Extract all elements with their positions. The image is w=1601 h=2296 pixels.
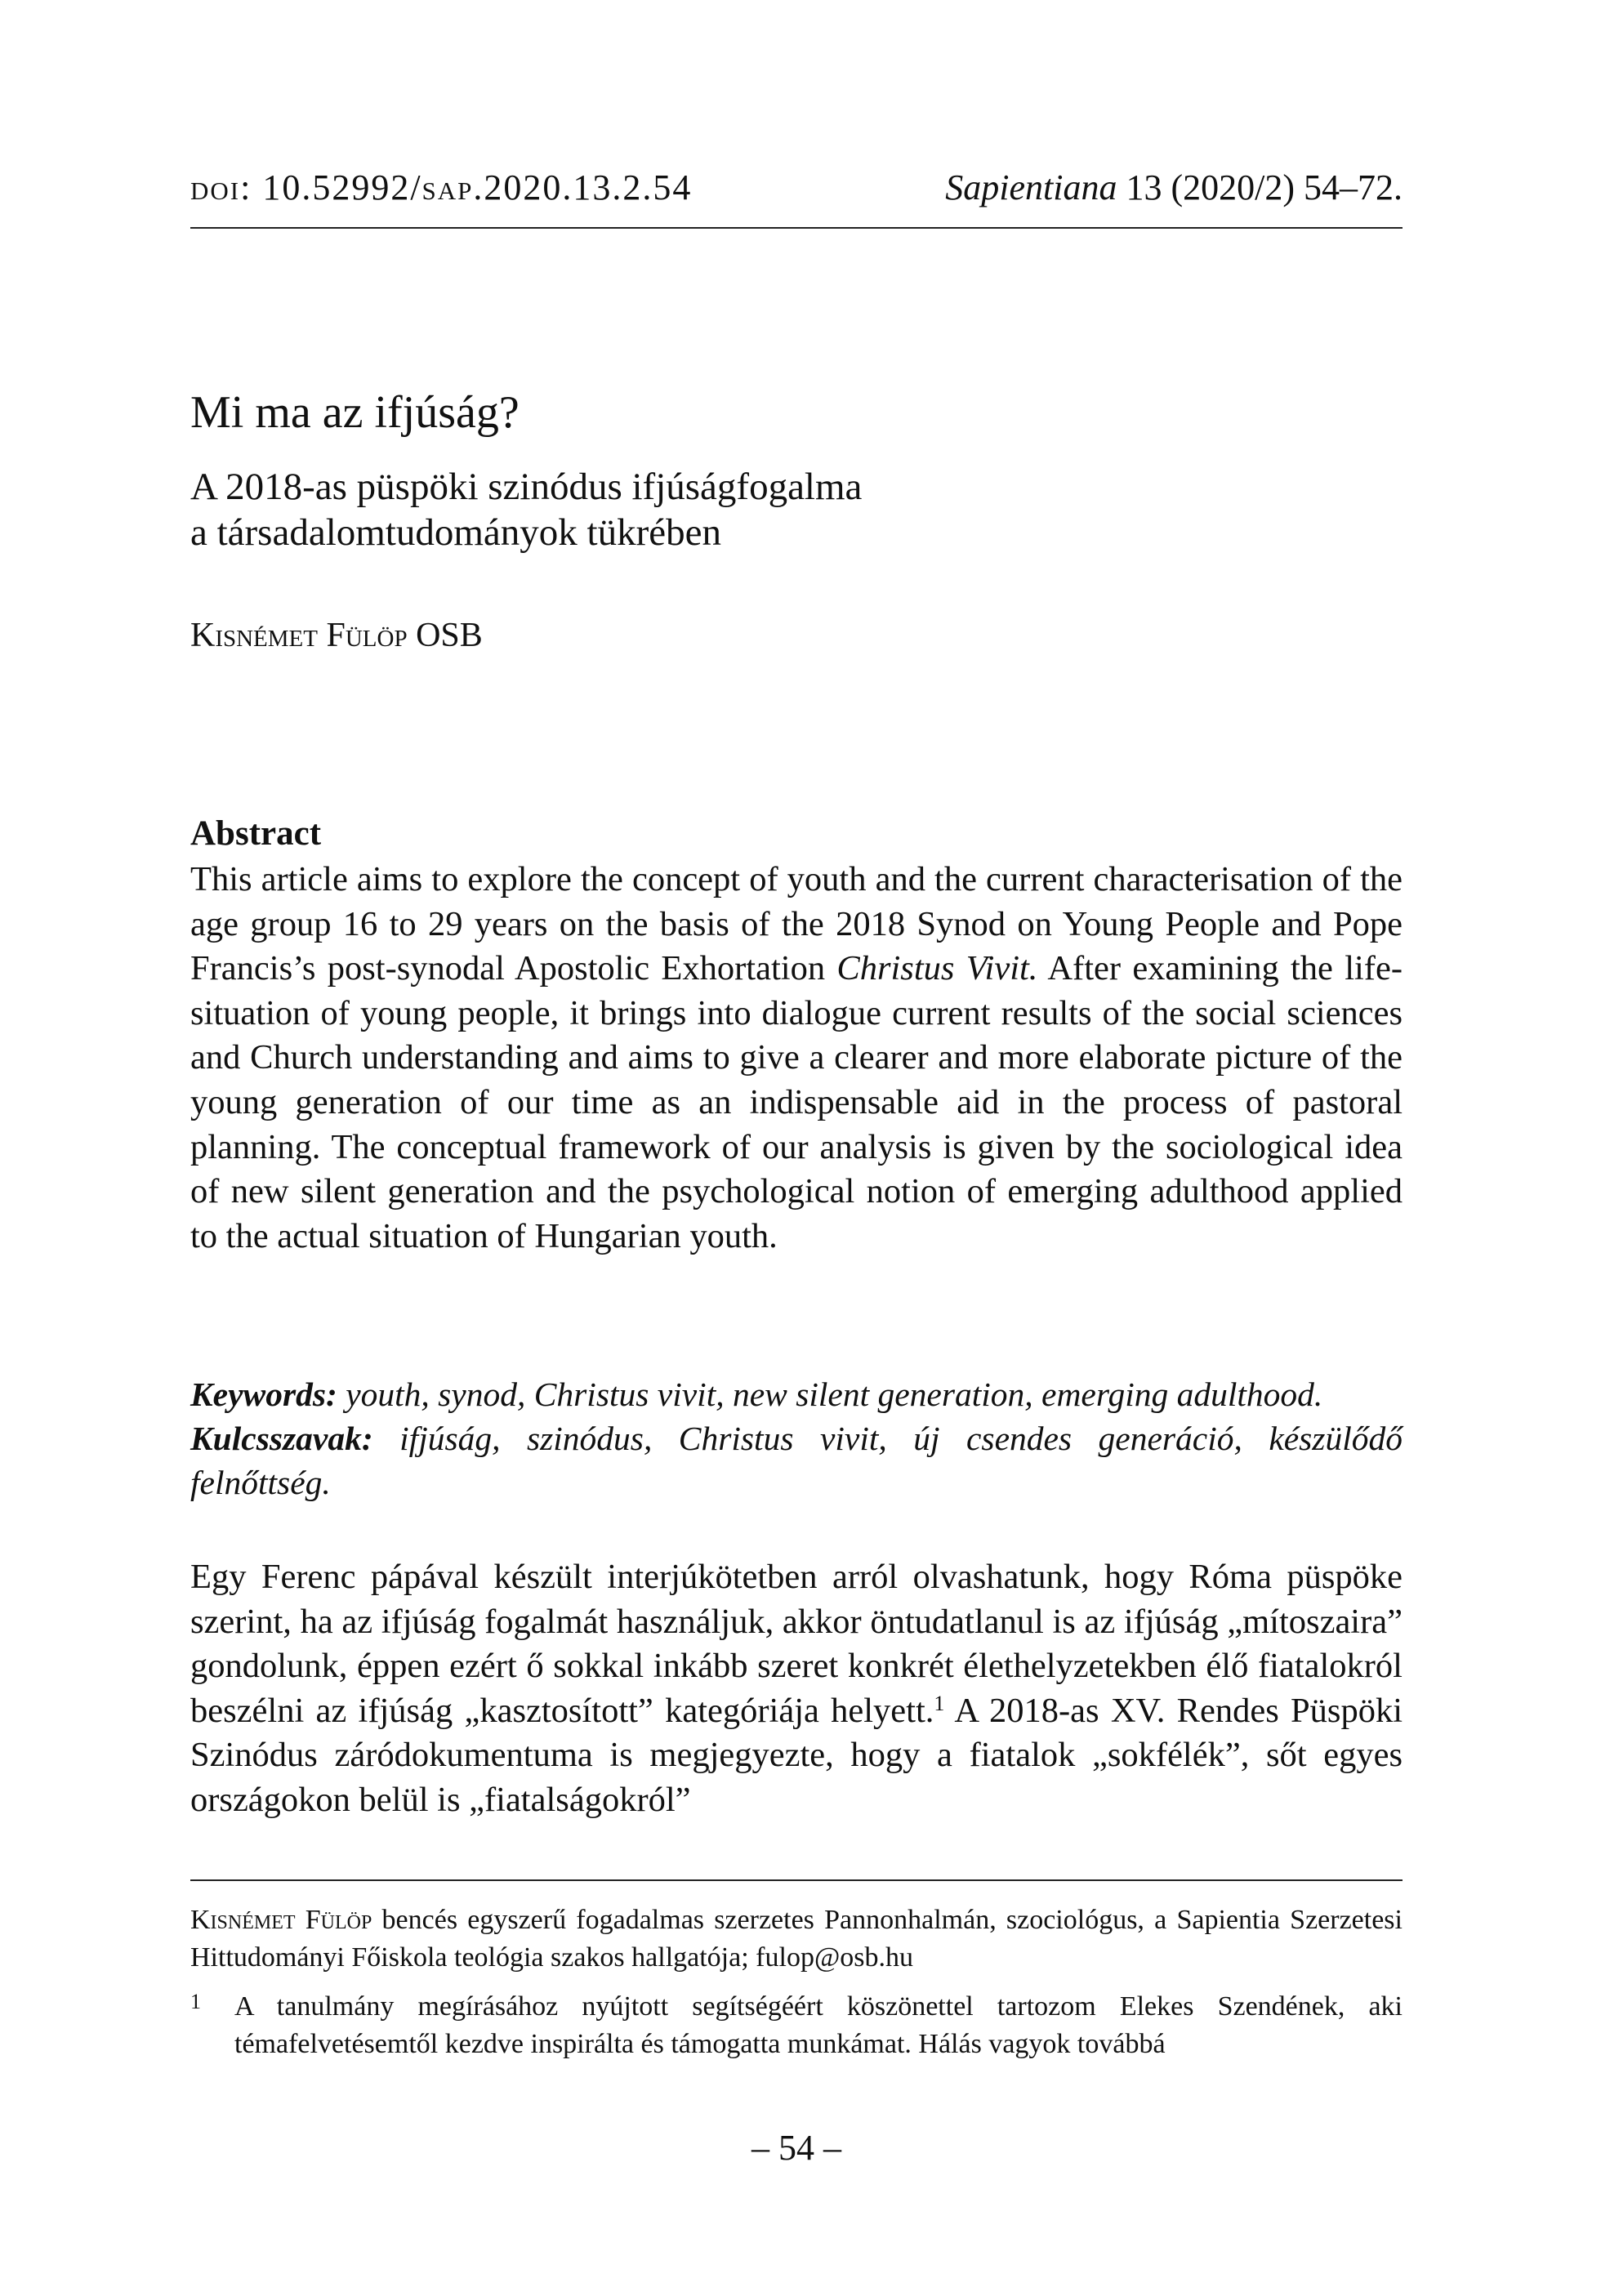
- keywords-values: youth, synod, Christus vivit, new silent generation, emerging adulthood.: [337, 1375, 1323, 1413]
- footnote-rule: [190, 1879, 1403, 1881]
- body-text-part-1: Egy Ferenc pápával készült interjúkötetben arról olvashatunk, hogy Róma püspöke szerint, ha az ifjúság fogalmát használjuk, akkor öntudatlanul is az ifjúság „mítoszaira” gondolunk, éppen ezért ő sokkal inkább szeret konkrét élethelyzetekben élő fiatalokról beszélni az ifjúság „kasztosított” kategóriája helyett.: [190, 1558, 1403, 1730]
- abstract-text-part-2: After examining the life-situation of young people, it brings into dialogue current results of the social sciences and Church understanding and aims to give a clearer and more elaborate picture of the young generation of our time as an indispensable aid in the process of pastoral planning. The conceptual framework of our analysis is given by the sociological idea of new silent generation and the psychological notion of emerging adulthood applied to the actual situation of Hungarian youth.: [190, 949, 1403, 1255]
- abstract-italic-title: Christus Vivit.: [836, 949, 1038, 988]
- kulcsszavak-values: ifjúság, szinódus, Christus vivit, új csendes generáció, készülődő felnőttség.: [190, 1420, 1403, 1501]
- keywords-label: Keywords:: [190, 1375, 337, 1413]
- author-note-text: bencés egyszerű fogadalmas szerzetes Pannonhalmán, szociológus, a Sapientia Szerzetesi Hittudományi Főiskola teológia szakos hallgatója; fulop@osb.hu: [190, 1905, 1403, 1973]
- footnote-number: 1: [190, 1990, 201, 2013]
- abstract-text: [190, 858, 1403, 1259]
- author-note-name: Kisnémet Fülöp: [190, 1905, 372, 1935]
- article-author: Kisnémet Fülöp OSB: [190, 617, 483, 654]
- footnote-reference[interactable]: 1: [934, 1691, 945, 1715]
- article-subtitle: [190, 464, 862, 555]
- header-rule: [190, 227, 1403, 229]
- keywords-hungarian: [190, 1416, 1403, 1505]
- body-text-part-2: A 2018-as XV. Rendes Püspöki Szinódus záródokumentuma is megjegyezte, hogy a fiatalok „sokfélék”, sőt egyes országokon belül is „fiatalságokról”: [190, 1691, 1403, 1819]
- journal-reference: [945, 163, 1403, 212]
- kulcsszavak-label: Kulcsszavak:: [190, 1420, 373, 1457]
- body-paragraph: [190, 1555, 1403, 1823]
- journal-name: Sapientiana: [945, 167, 1117, 207]
- subtitle-line-1: A 2018-as püspöki szinódus ifjúságfogalma: [190, 466, 863, 508]
- article-page: [190, 0, 1403, 2296]
- abstract-text-part-1: This article aims to explore the concept of youth and the current characterisation of the age group 16 to 29 years on the basis of the 2018 Synod on Young People and Pope Francis’s post-synodal Apostolic Exhortation: [190, 860, 1403, 988]
- subtitle-line-2: a társadalomtudományok tükrében: [190, 511, 721, 554]
- doi-label: doi: 10.52992/sap.2020.13.2.54: [190, 167, 693, 207]
- journal-issue: 13 (2020/2) 54–72.: [1117, 167, 1403, 207]
- running-head: [190, 163, 1403, 212]
- page-number: – 54 –: [751, 2128, 841, 2168]
- footnote-text: A tanulmány megírásához nyújtott segítségéért köszönettel tartozom Elekes Szendének, aki témafelvetésemtől kezdve inspirálta és támogatta munkámat. Hálás vagyok továbbá: [234, 1991, 1403, 2059]
- keywords-block: [190, 1372, 1403, 1505]
- abstract-heading: Abstract: [190, 814, 322, 853]
- author-note: [190, 1901, 1403, 1977]
- keywords-english: [190, 1372, 1403, 1416]
- article-title: Mi ma az ifjúság?: [190, 387, 520, 438]
